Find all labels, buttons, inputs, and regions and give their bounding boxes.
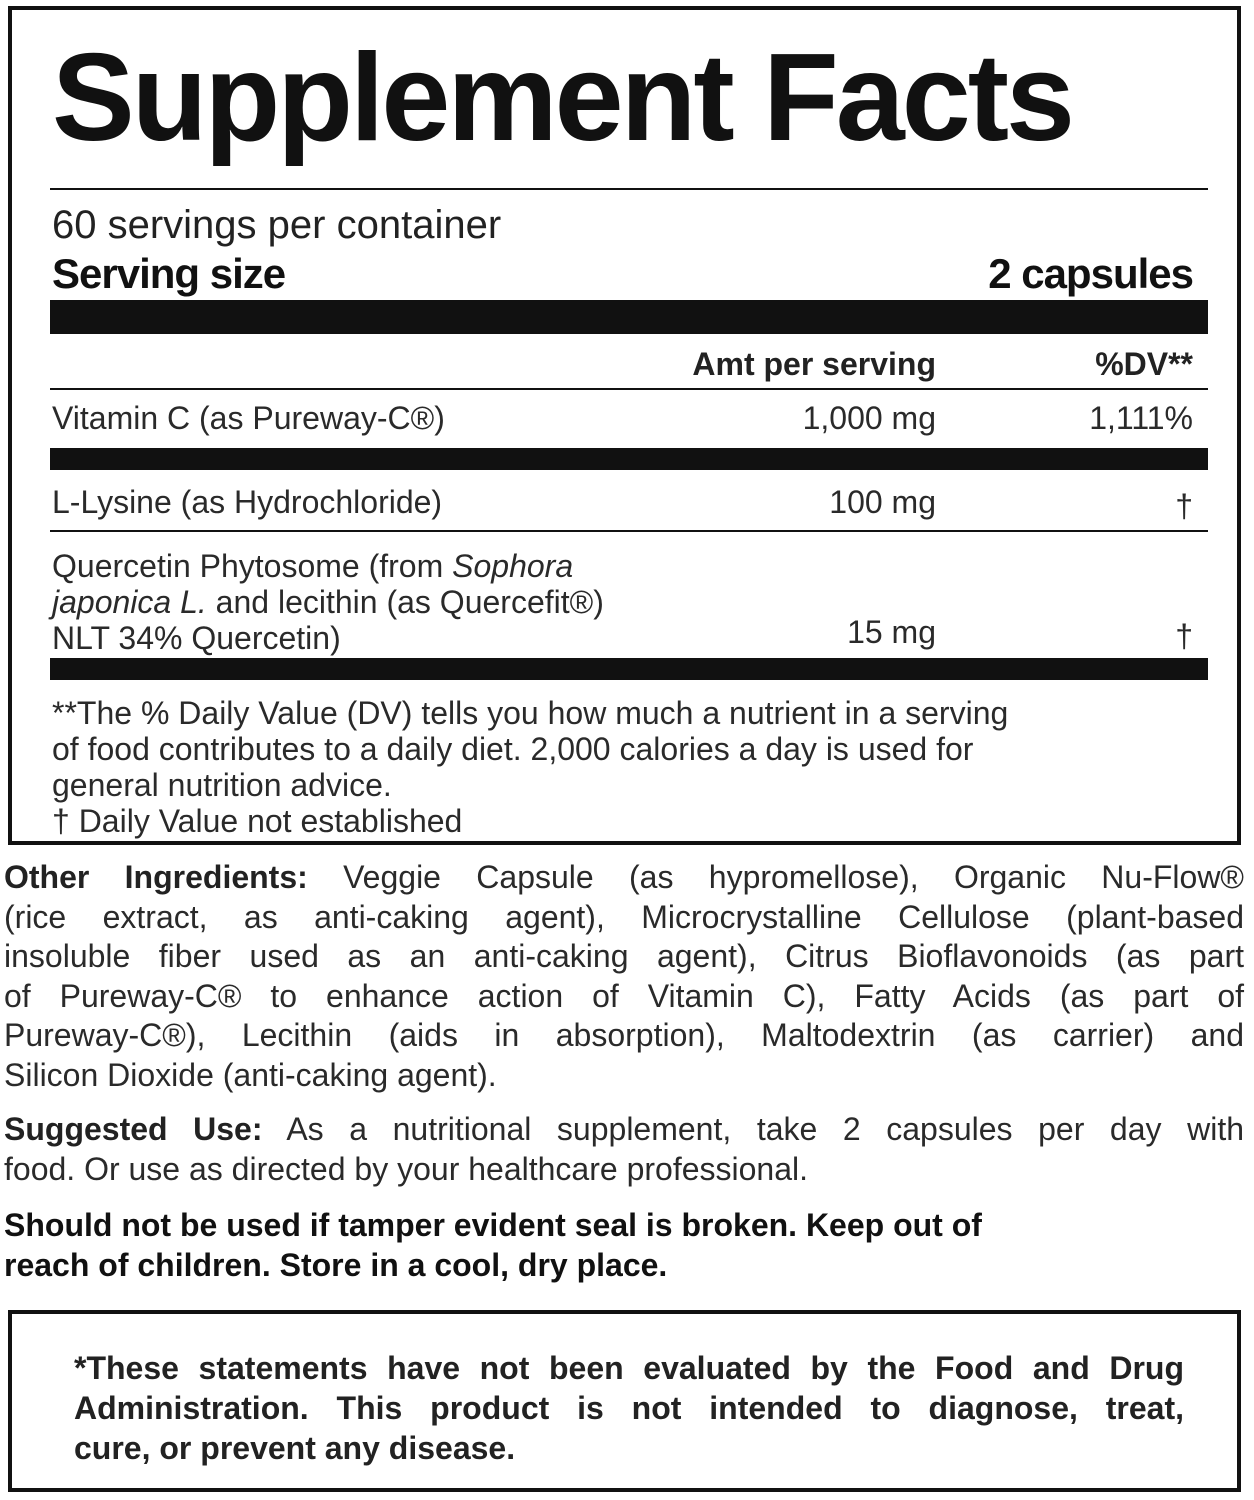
other-ingredients: Other Ingredients: Veggie Capsule (as hypromellose), Organic Nu-Flow® (rice extract, as anti-caking agent), Microcrystalline Cellulose (plant-based insoluble fiber used as an anti-caking agent), Citrus Bioflavonoids (as part of Pureway-C® to enhance action of Vitamin C), Fatty Acids (as part of Pureway-C®), Lecithin (aids in absorption), Maltodextrin (as carrier) and Silicon Dioxide (anti-caking agent). bbox=[4, 859, 1244, 1093]
divider-medium bbox=[50, 448, 1208, 470]
column-header-dv: %DV** bbox=[1095, 346, 1193, 382]
nutrient-amount: 1,000 mg bbox=[802, 400, 936, 436]
nutrient-name: L-Lysine (as Hydrochloride) bbox=[52, 484, 443, 520]
divider-medium bbox=[50, 658, 1208, 680]
suggested-use-label: Suggested Use: bbox=[4, 1111, 263, 1147]
servings-per-container: 60 servings per container bbox=[52, 203, 502, 247]
safety-warning: Should not be used if tamper evident seal is broken. Keep out of reach of children. Store in a cool, dry place. bbox=[4, 1207, 982, 1283]
nutrient-dv: 1,111% bbox=[1089, 400, 1193, 436]
column-header-amount: Amt per serving bbox=[692, 346, 936, 382]
serving-size-value: 2 capsules bbox=[988, 250, 1193, 297]
fda-disclaimer-box bbox=[8, 1310, 1241, 1492]
suggested-use: Suggested Use: As a nutritional supplement, take 2 capsules per day with food. Or use as directed by your healthcare professional. bbox=[4, 1111, 1245, 1187]
nutrient-amount: 15 mg bbox=[847, 614, 936, 650]
divider bbox=[50, 188, 1208, 190]
supplement-facts-panel bbox=[8, 6, 1241, 845]
dv-footnote: **The % Daily Value (DV) tells you how much a nutrient in a serving of food contributes to a daily diet. 2,000 calories a day is used for general nutrition advice. † Daily Value not established bbox=[52, 695, 1009, 839]
nutrient-name: Vitamin C (as Pureway-C®) bbox=[52, 400, 445, 436]
nutrient-name: Quercetin Phytosome (from Sophora japonica L. and lecithin (as Quercefit®) NLT 34% Quercetin) bbox=[52, 548, 604, 656]
panel-title: Supplement Facts bbox=[52, 29, 1072, 167]
serving-size-label: Serving size bbox=[52, 250, 286, 297]
other-ingredients-label: Other Ingredients: bbox=[4, 859, 308, 895]
divider-thick bbox=[50, 300, 1208, 334]
divider bbox=[50, 388, 1208, 390]
nutrient-dv: † bbox=[1175, 618, 1193, 654]
fda-disclaimer: *These statements have not been evaluated by the Food and Drug Administration. This product is not intended to diagnose, treat, cure, or prevent any disease. bbox=[74, 1350, 1184, 1466]
divider bbox=[50, 530, 1208, 532]
nutrient-amount: 100 mg bbox=[829, 484, 936, 520]
nutrient-dv: † bbox=[1175, 488, 1193, 524]
